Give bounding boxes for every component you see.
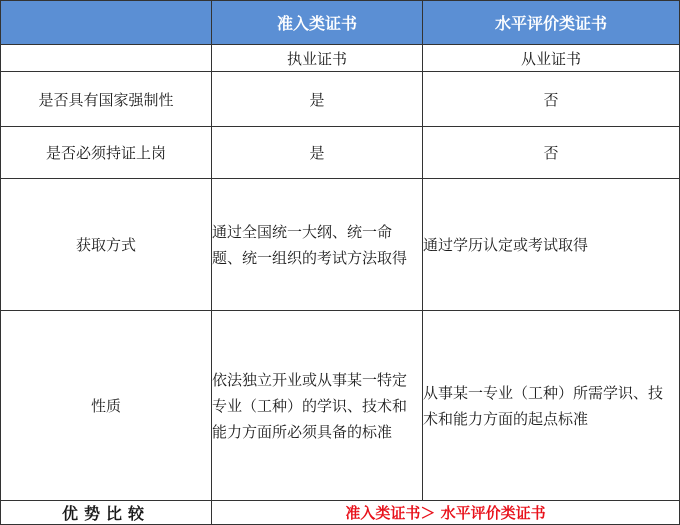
- advantage-result: 准入类证书＞ 水平评价类证书: [212, 501, 680, 525]
- level-value: 通过学历认定或考试取得: [423, 235, 589, 254]
- level-value-cell: [423, 179, 680, 311]
- level-value: 从事某一专业（工种）所需学识、技术和能力方面的起点标准: [423, 383, 664, 428]
- level-value-cell: [423, 311, 680, 501]
- row-label: 是否具有国家强制性: [1, 72, 212, 127]
- header-access-certificate: 准入类证书: [212, 1, 423, 45]
- access-value: 依法独立开业或从事某一特定专业（工种）的学识、技术和能力方面所必须具备的标准: [212, 370, 408, 441]
- row-label: 是否必须持证上岗: [1, 127, 212, 179]
- table-row-post-requirement: [1, 127, 680, 179]
- level-value: 否: [423, 127, 680, 179]
- subheader-level-type: 从业证书: [423, 45, 680, 72]
- table-row-nature: [1, 311, 680, 501]
- header-blank-cell: [1, 1, 212, 45]
- access-value-cell: [212, 311, 423, 501]
- table-row-advantage: [1, 501, 680, 525]
- row-label: 性质: [1, 311, 212, 501]
- access-value: 是: [212, 72, 423, 127]
- table-row-mandatory: [1, 72, 680, 127]
- header-row: [1, 1, 680, 45]
- subheader-access-type: 执业证书: [212, 45, 423, 72]
- subheader-blank-cell: [1, 45, 212, 72]
- level-value: 否: [423, 72, 680, 127]
- access-value: 通过全国统一大纲、统一命题、统一组织的考试方法取得: [212, 222, 408, 267]
- table-row-acquisition-method: [1, 179, 680, 311]
- header-level-certificate: 水平评价类证书: [423, 1, 680, 45]
- advantage-label: 优势比较: [1, 501, 212, 525]
- subheader-row: [1, 45, 680, 72]
- row-label: 获取方式: [1, 179, 212, 311]
- access-value: 是: [212, 127, 423, 179]
- access-value-cell: [212, 179, 423, 311]
